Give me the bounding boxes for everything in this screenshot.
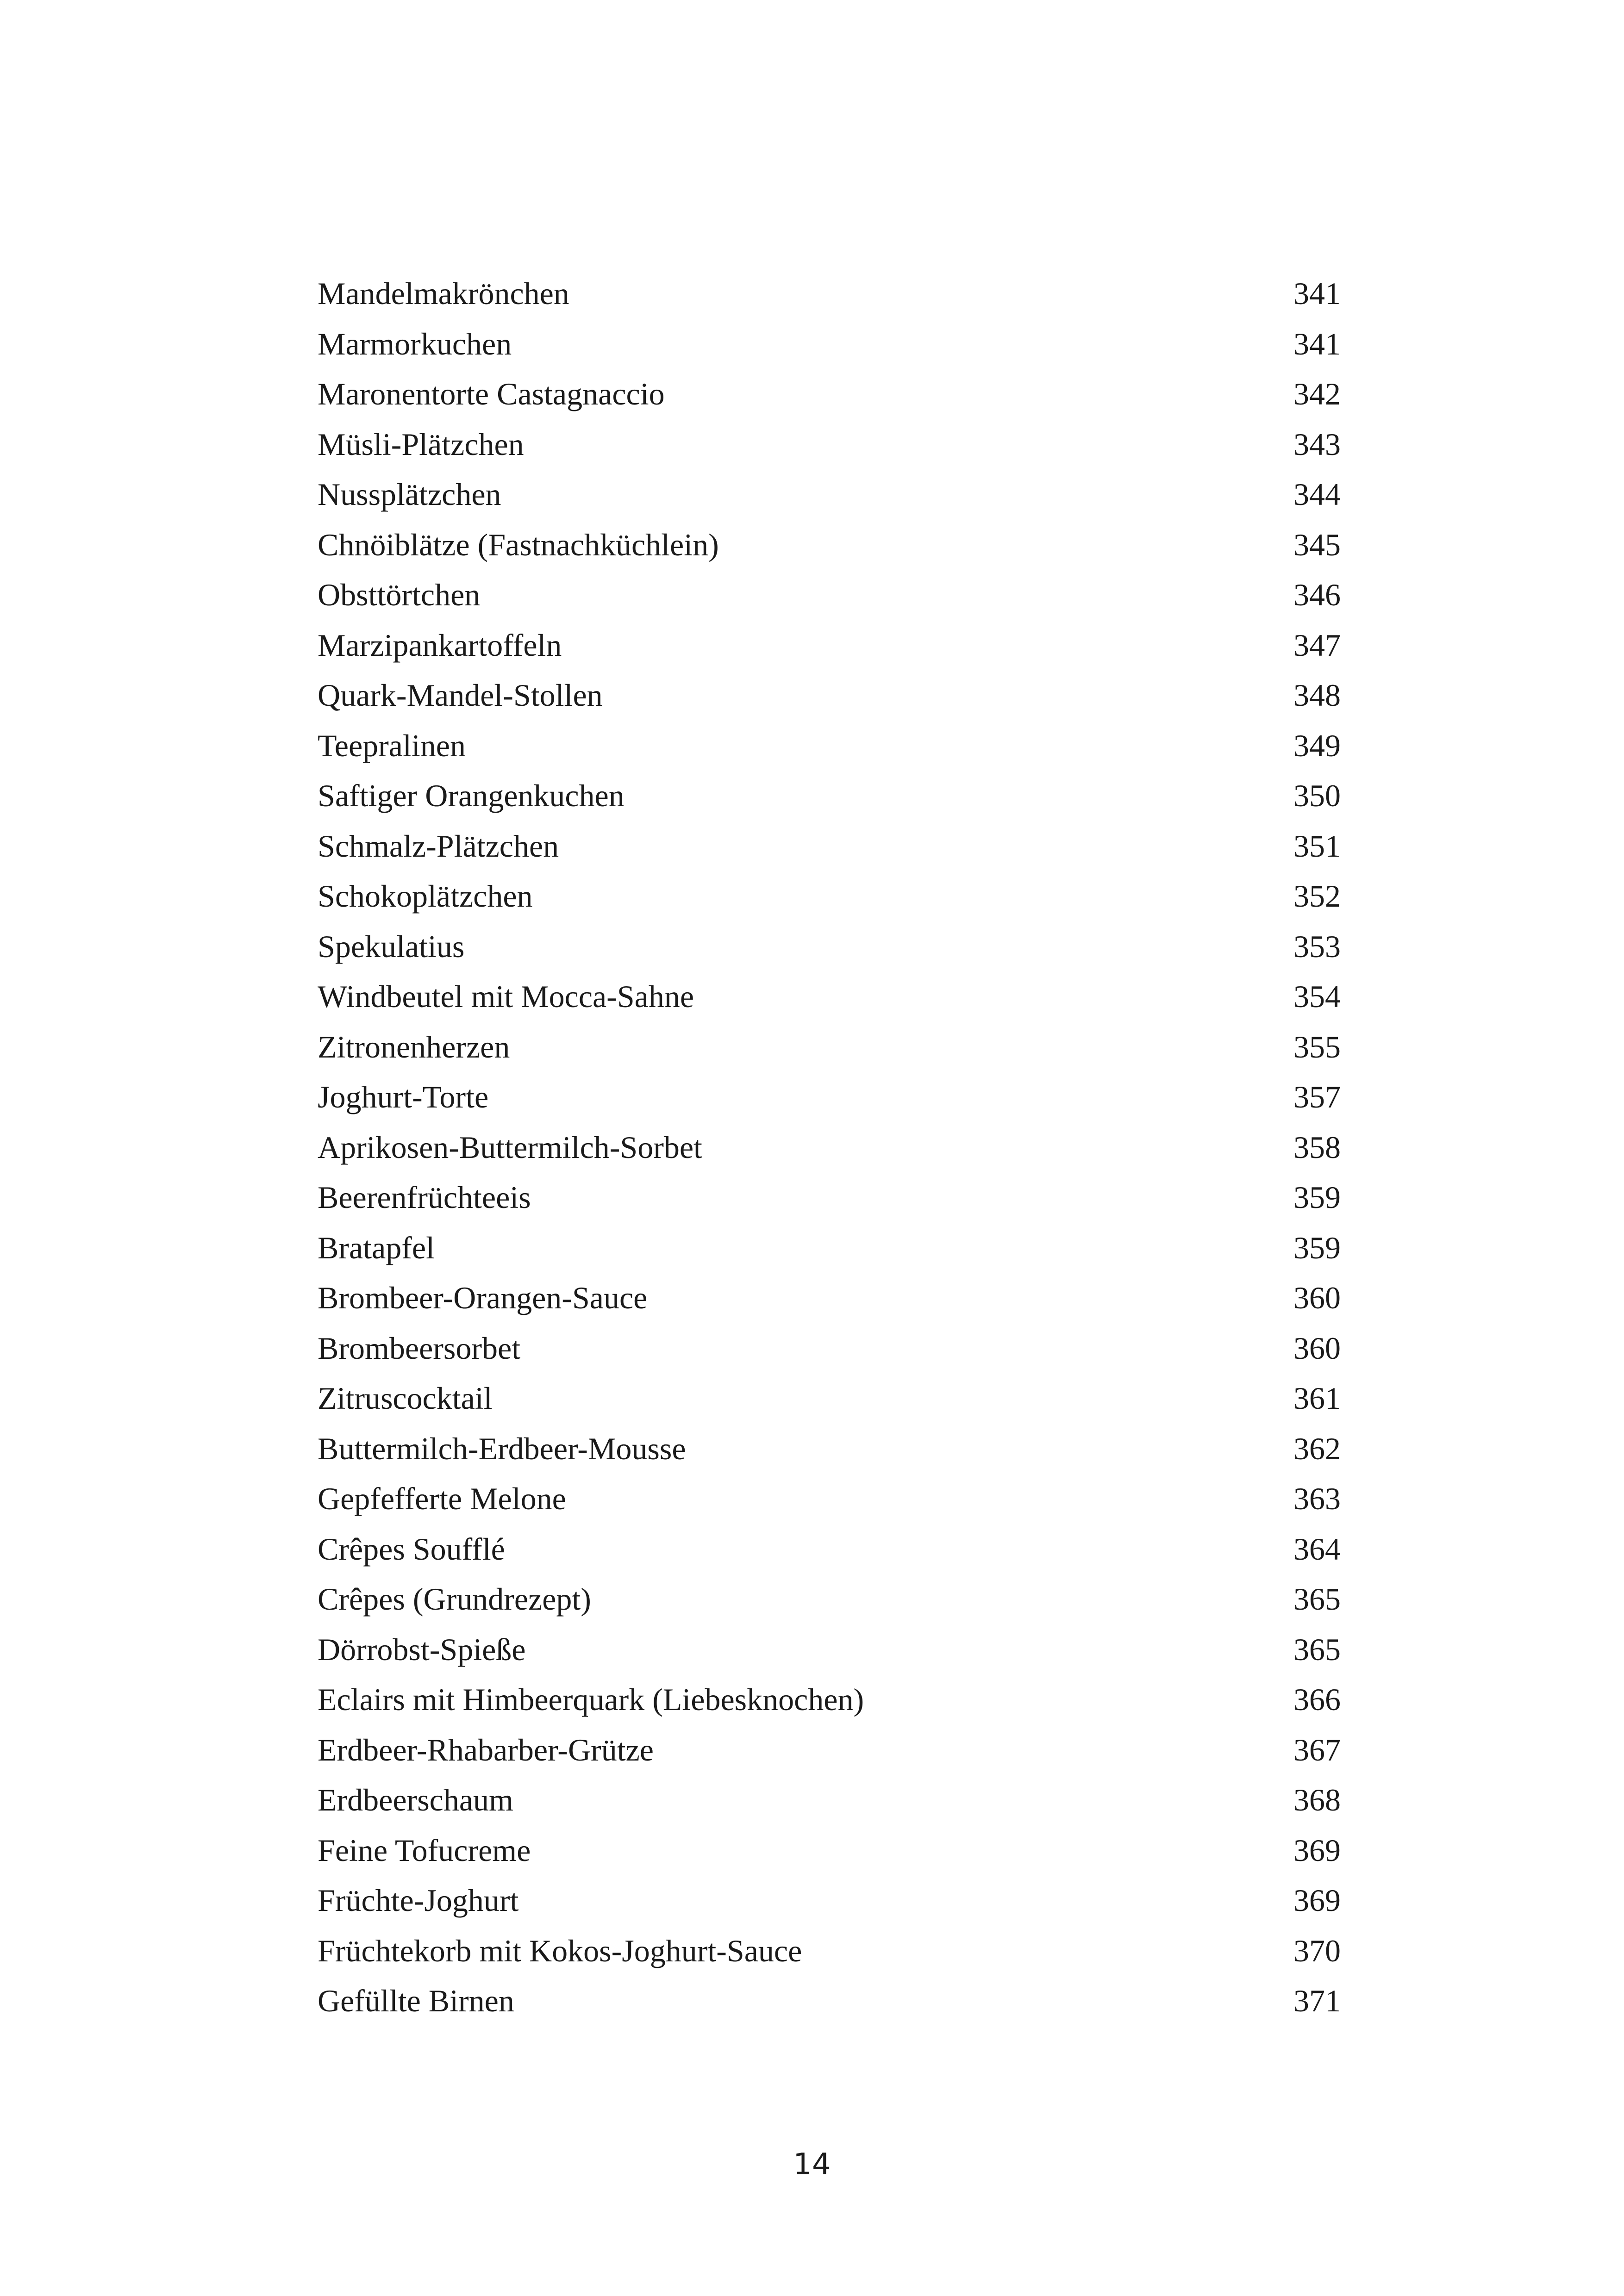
toc-entry-title: Chnöiblätze (Fastnachküchlein) <box>318 527 719 562</box>
toc-entry <box>318 670 1341 721</box>
toc-entry <box>318 419 1341 470</box>
toc-entry-title: Erdbeerschaum <box>318 1782 513 1817</box>
toc-entry-page: 341 <box>1293 276 1341 311</box>
toc-entry <box>318 921 1341 972</box>
toc-entry-page: 359 <box>1293 1230 1341 1265</box>
toc-entry-title: Teepralinen <box>318 728 466 763</box>
toc-entry-page: 369 <box>1293 1883 1341 1918</box>
toc-entry-title: Eclairs mit Himbeerquark (Liebesknochen) <box>318 1682 864 1717</box>
toc-entry-title: Crêpes Soufflé <box>318 1531 505 1567</box>
table-of-contents <box>318 268 1341 2026</box>
toc-entry-page: 363 <box>1293 1481 1341 1516</box>
toc-entry-title: Erdbeer-Rhabarber-Grütze <box>318 1732 654 1767</box>
toc-entry-title: Schmalz-Plätzchen <box>318 828 559 864</box>
toc-entry-title: Saftiger Orangenkuchen <box>318 778 625 813</box>
toc-entry-title: Obsttörtchen <box>318 577 481 612</box>
toc-entry-title: Früchte-Joghurt <box>318 1883 519 1918</box>
toc-entry <box>318 1474 1341 1524</box>
toc-entry-title: Müsli-Plätzchen <box>318 426 524 462</box>
toc-entry <box>318 1122 1341 1173</box>
toc-entry-page: 352 <box>1293 878 1341 914</box>
toc-entry <box>318 971 1341 1022</box>
toc-entry <box>318 1574 1341 1624</box>
toc-entry <box>318 1373 1341 1424</box>
toc-entry-title: Brombeer-Orangen-Sauce <box>318 1280 648 1315</box>
toc-entry-page: 369 <box>1293 1832 1341 1868</box>
toc-entry <box>318 1273 1341 1323</box>
toc-entry <box>318 1725 1341 1775</box>
toc-entry <box>318 821 1341 871</box>
toc-entry-page: 348 <box>1293 678 1341 713</box>
toc-entry <box>318 1524 1341 1574</box>
toc-entry-title: Gepfefferte Melone <box>318 1481 566 1516</box>
toc-entry-title: Windbeutel mit Mocca-Sahne <box>318 979 694 1014</box>
toc-entry-title: Mandelmakrönchen <box>318 276 569 311</box>
toc-entry <box>318 1624 1341 1675</box>
toc-entry-page: 368 <box>1293 1782 1341 1817</box>
toc-entry-page: 365 <box>1293 1631 1341 1667</box>
toc-entry-page: 353 <box>1293 928 1341 964</box>
toc-entry <box>318 771 1341 821</box>
toc-entry-title: Beerenfrüchteeis <box>318 1180 531 1215</box>
toc-entry-page: 341 <box>1293 326 1341 361</box>
toc-entry-title: Joghurt-Torte <box>318 1079 489 1114</box>
toc-entry <box>318 520 1341 570</box>
toc-entry-title: Zitruscocktail <box>318 1381 493 1416</box>
toc-entry-page: 360 <box>1293 1330 1341 1366</box>
toc-entry <box>318 1072 1341 1122</box>
toc-entry <box>318 620 1341 671</box>
toc-entry <box>318 1875 1341 1926</box>
toc-entry-page: 344 <box>1293 477 1341 512</box>
toc-entry <box>318 1424 1341 1474</box>
toc-entry-page: 359 <box>1293 1180 1341 1215</box>
toc-entry-title: Brombeersorbet <box>318 1330 521 1366</box>
toc-entry <box>318 1172 1341 1223</box>
toc-entry-page: 342 <box>1293 376 1341 411</box>
toc-entry-title: Marmorkuchen <box>318 326 512 361</box>
toc-entry-page: 366 <box>1293 1682 1341 1717</box>
toc-entry-title: Maronentorte Castagnaccio <box>318 376 665 411</box>
toc-entry <box>318 369 1341 419</box>
toc-entry-page: 345 <box>1293 527 1341 562</box>
toc-entry <box>318 1223 1341 1273</box>
toc-entry-title: Zitronenherzen <box>318 1029 510 1064</box>
toc-entry-page: 346 <box>1293 577 1341 612</box>
toc-entry-page: 355 <box>1293 1029 1341 1064</box>
toc-entry <box>318 1674 1341 1725</box>
toc-entry-title: Aprikosen-Buttermilch-Sorbet <box>318 1129 702 1165</box>
toc-entry-page: 371 <box>1293 1983 1341 2018</box>
toc-entry-page: 351 <box>1293 828 1341 864</box>
toc-entry <box>318 1926 1341 1976</box>
toc-entry-title: Nussplätzchen <box>318 477 501 512</box>
toc-entry-title: Bratapfel <box>318 1230 435 1265</box>
toc-entry <box>318 1022 1341 1072</box>
toc-entry-title: Feine Tofucreme <box>318 1832 531 1868</box>
toc-entry-title: Schokoplätzchen <box>318 878 533 914</box>
toc-entry-page: 362 <box>1293 1431 1341 1466</box>
toc-entry-page: 358 <box>1293 1129 1341 1165</box>
toc-entry-page: 364 <box>1293 1531 1341 1567</box>
toc-entry-page: 347 <box>1293 627 1341 663</box>
toc-entry <box>318 268 1341 319</box>
toc-entry <box>318 1825 1341 1876</box>
toc-entry-page: 370 <box>1293 1933 1341 1968</box>
toc-entry-page: 361 <box>1293 1381 1341 1416</box>
toc-entry-title: Früchtekorb mit Kokos-Joghurt-Sauce <box>318 1933 802 1968</box>
toc-entry-page: 350 <box>1293 778 1341 813</box>
toc-entry-page: 367 <box>1293 1732 1341 1767</box>
toc-entry <box>318 469 1341 520</box>
toc-entry-title: Dörrobst-Spieße <box>318 1631 526 1667</box>
toc-entry-page: 349 <box>1293 728 1341 763</box>
toc-entry <box>318 871 1341 921</box>
toc-entry <box>318 1775 1341 1825</box>
toc-entry-page: 365 <box>1293 1581 1341 1617</box>
toc-entry <box>318 721 1341 771</box>
page-number: 14 <box>793 2147 831 2182</box>
toc-entry <box>318 319 1341 369</box>
toc-entry <box>318 1323 1341 1374</box>
toc-entry-page: 343 <box>1293 426 1341 462</box>
toc-entry-title: Buttermilch-Erdbeer-Mousse <box>318 1431 686 1466</box>
toc-entry-title: Crêpes (Grundrezept) <box>318 1581 591 1617</box>
toc-entry-title: Marzipankartoffeln <box>318 627 562 663</box>
toc-entry-page: 360 <box>1293 1280 1341 1315</box>
toc-entry-title: Quark-Mandel-Stollen <box>318 678 603 713</box>
toc-entry-page: 357 <box>1293 1079 1341 1114</box>
toc-entry <box>318 570 1341 620</box>
toc-entry-page: 354 <box>1293 979 1341 1014</box>
toc-entry-title: Gefüllte Birnen <box>318 1983 514 2018</box>
toc-entry <box>318 1976 1341 2026</box>
toc-entry-title: Spekulatius <box>318 928 465 964</box>
